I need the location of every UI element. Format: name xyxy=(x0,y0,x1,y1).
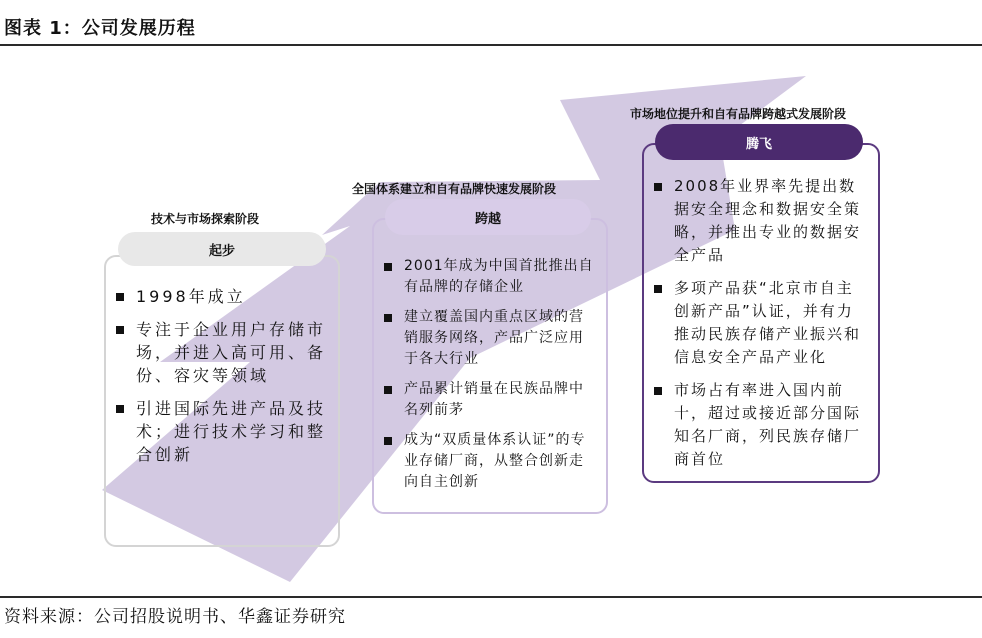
stage-2-pill: 跨越 xyxy=(385,199,591,235)
bullet-square-icon xyxy=(384,437,392,445)
bullet-square-icon xyxy=(116,326,124,334)
stage-1-bullet: 引进国际先进产品及技术；进行技术学习和整合创新 xyxy=(114,397,326,466)
stage-1-bullets xyxy=(114,285,326,466)
stage-2-bullet: 建立覆盖国内重点区域的营销服务网络，产品广泛应用于各大行业 xyxy=(382,307,594,370)
figure-title: 图表 1：公司发展历程 xyxy=(4,18,196,39)
bullet-square-icon xyxy=(116,293,124,301)
stage-3-bullet: 2008年业界率先提出数据安全理念和数据安全策略，并推出专业的数据安全产品 xyxy=(652,175,870,267)
stage-3-title: 市场地位提升和自有品牌跨越式发展阶段 xyxy=(630,107,847,121)
stage-1-title: 技术与市场探索阶段 xyxy=(151,212,260,226)
bullet-square-icon xyxy=(384,386,392,394)
source-note: 资料来源：公司招股说明书、华鑫证券研究 xyxy=(4,607,346,627)
stage-3-bullet: 市场占有率进入国内前十，超过或接近部分国际知名厂商，列民族存储厂商首位 xyxy=(652,379,870,471)
bullet-square-icon xyxy=(654,183,662,191)
stage-1-bullet: 专注于企业用户存储市场，并进入高可用、备份、容灾等领域 xyxy=(114,318,326,387)
stage-3-pill: 腾飞 xyxy=(655,124,863,160)
bullet-square-icon xyxy=(384,314,392,322)
stage-2-bullets xyxy=(382,256,594,493)
stage-3-bullet: 多项产品获“北京市自主创新产品”认证，并有力推动民族存储产业振兴和信息安全产品产业化 xyxy=(652,277,870,369)
bullet-square-icon xyxy=(654,387,662,395)
stage-3-bullets xyxy=(652,175,870,471)
stage-2-bullet: 产品累计销量在民族品牌中名列前茅 xyxy=(382,379,594,421)
stage-2-bullet: 2001年成为中国首批推出自有品牌的存储企业 xyxy=(382,256,594,298)
stage-1-bullet: 1998年成立 xyxy=(114,285,326,308)
stage-2-title: 全国体系建立和自有品牌快速发展阶段 xyxy=(352,182,557,196)
stage-1-pill: 起步 xyxy=(118,232,326,266)
bullet-square-icon xyxy=(654,285,662,293)
bullet-square-icon xyxy=(116,405,124,413)
footer-divider xyxy=(0,596,982,598)
bullet-square-icon xyxy=(384,263,392,271)
stage-2-bullet: 成为“双质量体系认证”的专业存储厂商，从整合创新走向自主创新 xyxy=(382,430,594,493)
